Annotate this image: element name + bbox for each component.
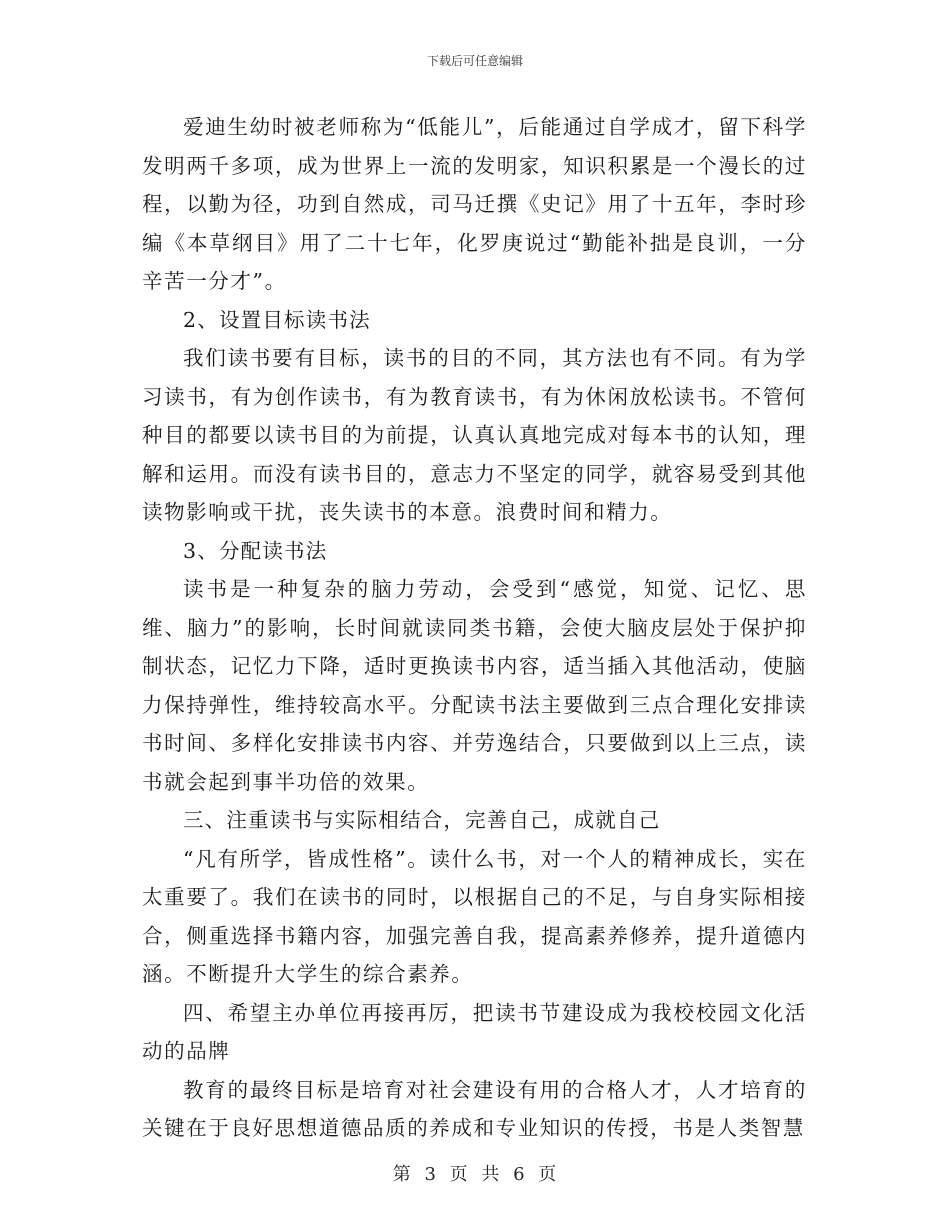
document-body [142,108,807,1148]
paragraph-reading-goals: 我们读书要有目标，读书的目的不同，其方法也有不同。有为学习读书，有为创作读书，有为教育读书，有为休闲放松读书。不管何种目的都要以读书目的为前提，认真认真地完成对每本书的认知，理解和运用。而没有读书目的，意志力不坚定的同学，就容易受到其他读物影响或干扰，丧失读书的本意。浪费时间和精力。 [142,346,807,524]
page-header: 下载后可任意编辑 [426,54,523,68]
section-heading-distributed-reading: 3、分配读书法 [183,538,328,563]
paragraph-distributed-reading: 读书是一种复杂的脑力劳动，会受到“感觉，知觉、记忆、思维、脑力”的影响，长时间就读同类书籍，会使大脑皮层处于保护抑制状态，记忆力下降，适时更换读书内容，适当插入其他活动，使脑力保持弹性，维持较高水平。分配读书法主要做到三点合理化安排读书时间、多样化安排读书内容、并劳逸结合，只要做到以上三点，读书就会起到事半功倍的效果。 [142,577,807,794]
page-number-footer: 第 3 页 共 6 页 [392,1164,558,1185]
section-heading-reading-festival: 四、希望主办单位再接再厉，把读书节建设成为我校校园文化活动的品牌 [142,1000,807,1063]
paragraph-reading-character: “凡有所学，皆成性格”。读什么书，对一个人的精神成长，实在太重要了。我们在读书的同时，以根据自己的不足，与自身实际相接合，侧重选择书籍内容，加强完善自我，提高素养修养，提升道德内涵。不断提升大学生的综合素养。 [142,846,807,986]
section-heading-goal-reading: 2、设置目标读书法 [183,307,371,332]
paragraph-edison: 爱迪生幼时被老师称为“低能儿”，后能通过自学成才，留下科学发明两千多项，成为世界上一流的发明家，知识积累是一个漫长的过程，以勤为径，功到自然成，司马迁撰《史记》用了十五年，李时珍编《本草纲目》用了二十七年，化罗庚说过“勤能补拙是良训，一分辛苦一分才”。 [142,115,807,293]
paragraph-education-goal: 教育的最终目标是培育对社会建设有用的合格人才，人才培育的关键在于良好思想道德品质的养成和专业知识的传授，书是人类智慧 [142,1077,807,1140]
section-heading-reading-practice: 三、注重读书与实际相结合，完善自己，成就自己 [183,808,661,832]
